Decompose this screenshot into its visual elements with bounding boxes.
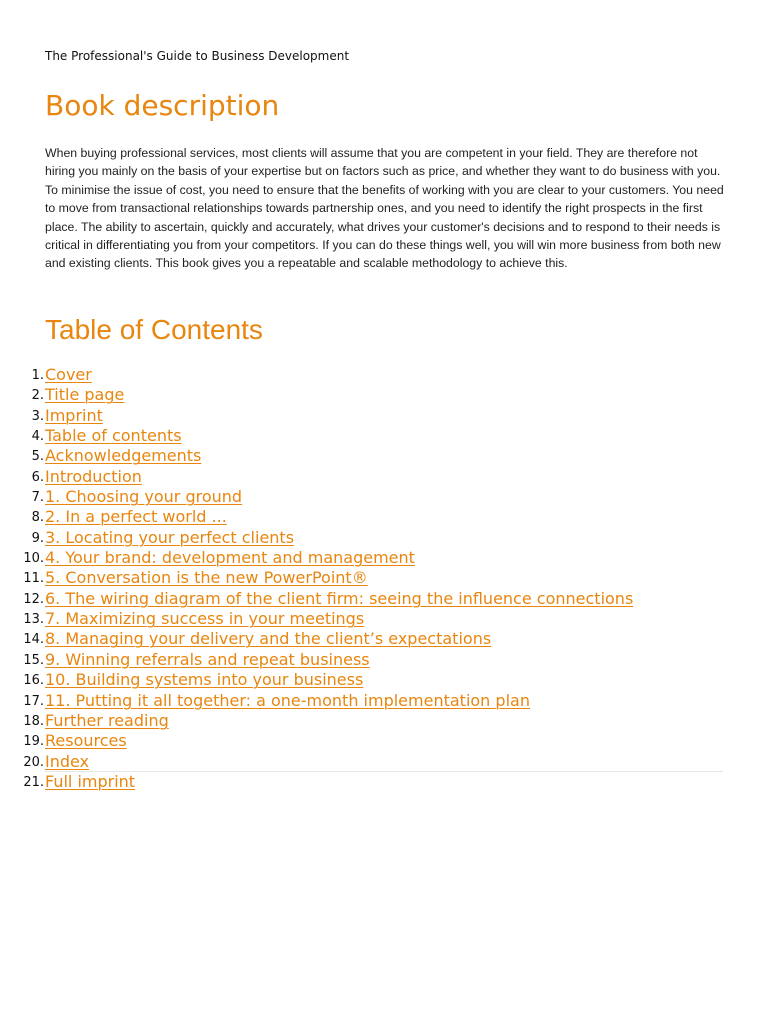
toc-item-number: 16. bbox=[23, 673, 44, 689]
toc-item bbox=[0, 609, 768, 629]
toc-item-number: 10. bbox=[23, 551, 44, 567]
toc-link-chapter-9[interactable]: 9. Winning referrals and repeat business bbox=[45, 649, 370, 669]
toc-item-number: 9. bbox=[31, 530, 44, 546]
toc-item bbox=[0, 589, 768, 609]
toc-link-chapter-3[interactable]: 3. Locating your perfect clients bbox=[45, 527, 295, 547]
toc-item bbox=[0, 752, 768, 772]
toc-item-number: 19. bbox=[23, 734, 44, 750]
toc-link-chapter-4[interactable]: 4. Your brand: development and management bbox=[45, 548, 415, 568]
toc-link-title-page[interactable]: Title page bbox=[45, 385, 125, 405]
section-divider bbox=[45, 771, 723, 772]
toc-item-number: 15. bbox=[23, 652, 44, 668]
toc-link-acknowledgements[interactable]: Acknowledgements bbox=[45, 446, 202, 466]
toc-link-cover[interactable]: Cover bbox=[45, 365, 92, 384]
toc-link-table-of-contents[interactable]: Table of contents bbox=[45, 426, 182, 446]
toc-item bbox=[0, 507, 768, 527]
toc-item-number: 3. bbox=[31, 408, 44, 424]
toc-link-introduction[interactable]: Introduction bbox=[45, 466, 142, 486]
toc-link-full-imprint[interactable]: Full imprint bbox=[45, 771, 136, 791]
toc-item bbox=[0, 568, 768, 588]
book-description-heading: Book description bbox=[45, 89, 280, 122]
toc-list bbox=[0, 365, 768, 792]
toc-item bbox=[0, 406, 768, 426]
toc-item bbox=[0, 650, 768, 670]
toc-item bbox=[0, 772, 768, 792]
toc-item-number: 17. bbox=[23, 693, 44, 709]
toc-item bbox=[0, 487, 768, 507]
running-title: The Professional's Guide to Business Development bbox=[45, 49, 350, 63]
toc-item-number: 12. bbox=[23, 591, 44, 607]
toc-item-number: 5. bbox=[31, 449, 44, 465]
toc-item-number: 1. bbox=[31, 368, 44, 383]
toc-link-index[interactable]: Index bbox=[45, 751, 90, 771]
toc-link-chapter-11[interactable]: 11. Putting it all together: a one-month implementation plan bbox=[45, 690, 530, 710]
toc-item bbox=[0, 385, 768, 405]
toc-link-chapter-6[interactable]: 6. The wiring diagram of the client firm: seeing the influence connections bbox=[45, 588, 634, 608]
toc-item bbox=[0, 365, 768, 385]
toc-heading: Table of Contents bbox=[45, 314, 263, 345]
toc-link-chapter-7[interactable]: 7. Maximizing success in your meetings bbox=[45, 609, 365, 629]
toc-item bbox=[0, 731, 768, 751]
toc-item bbox=[0, 548, 768, 568]
toc-link-further-reading[interactable]: Further reading bbox=[45, 710, 169, 730]
toc-item-number: 8. bbox=[31, 510, 44, 526]
toc-item bbox=[0, 528, 768, 548]
toc-link-chapter-8[interactable]: 8. Managing your delivery and the client’s expectations bbox=[45, 629, 492, 649]
toc-item bbox=[0, 711, 768, 731]
toc-item bbox=[0, 426, 768, 446]
toc-link-imprint[interactable]: Imprint bbox=[45, 405, 103, 425]
toc-item-number: 4. bbox=[31, 429, 44, 445]
toc-item-number: 18. bbox=[23, 713, 44, 729]
toc-link-chapter-10[interactable]: 10. Building systems into your business bbox=[45, 670, 364, 690]
toc-item-number: 14. bbox=[23, 632, 44, 648]
toc-link-chapter-1[interactable]: 1. Choosing your ground bbox=[45, 487, 243, 507]
toc-item-number: 21. bbox=[23, 774, 44, 790]
toc-link-chapter-2[interactable]: 2. In a perfect world ... bbox=[45, 507, 227, 527]
toc-item bbox=[0, 629, 768, 649]
book-description-text: When buying professional services, most clients will assume that you are competent in your field. They are therefore not hiring you mainly on the basis of your expertise but on factors such as price, and whether they want to do business with you. To minimise the issue of cost, you need to ensure that the benefits of working with you are clear to your customers. You need to move from transactional relationships towards partnership ones, and you need to identify the right prospects in the first place. The ability to ascertain, quickly and accurately, what drives your customer's decisions and to respond to their needs is critical in differentiating you from your competitors. If you can do these things well, you will win more business from both new and existing clients. This book gives you a repeatable and scalable methodology to achieve this. bbox=[45, 146, 724, 271]
toc-link-chapter-5[interactable]: 5. Conversation is the new PowerPoint® bbox=[45, 568, 368, 588]
toc-item-number: 13. bbox=[23, 612, 44, 628]
toc-item-number: 11. bbox=[23, 571, 44, 587]
toc-item bbox=[0, 691, 768, 711]
toc-item-number: 2. bbox=[31, 388, 44, 404]
toc-item bbox=[0, 446, 768, 466]
toc-item-number: 20. bbox=[23, 754, 44, 770]
toc-item bbox=[0, 670, 768, 690]
toc-item-number: 6. bbox=[31, 469, 44, 485]
toc-link-resources[interactable]: Resources bbox=[45, 731, 127, 751]
toc-item-number: 7. bbox=[31, 490, 44, 506]
toc-item bbox=[0, 467, 768, 487]
